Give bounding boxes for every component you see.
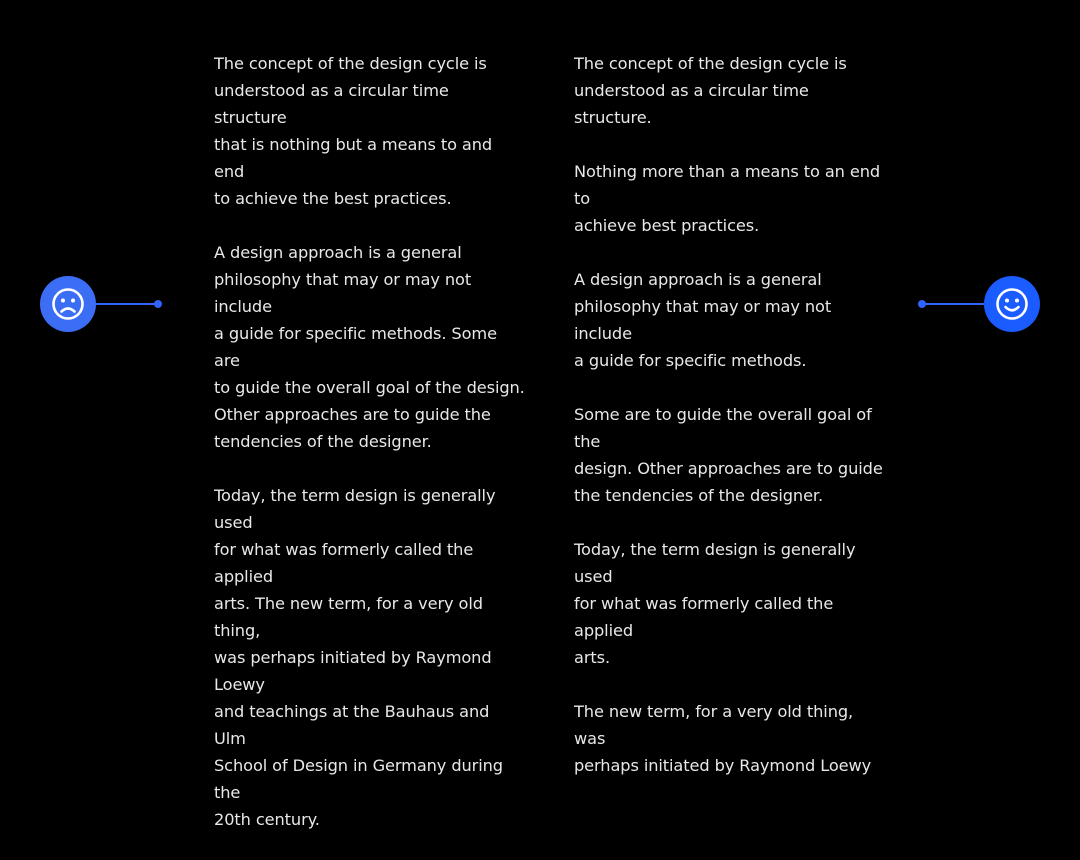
left-connector-dot (154, 300, 162, 308)
left-paragraph: Today, the term design is generally used for what was formerly called the applied arts. The new term, for a very old thing, was perhaps initiated by Raymond Loewy and teachings at the Bauhaus and Ulm School of Design in Germany during the 20th century. (214, 486, 503, 829)
right-connector-line (922, 303, 984, 305)
left-text-column (214, 50, 526, 860)
happy-face-icon (995, 287, 1029, 321)
right-paragraph: Nothing more than a means to an end to achieve best practices. (574, 162, 881, 235)
sad-face-icon (51, 287, 85, 321)
right-paragraph: The concept of the design cycle is understood as a circular time structure. (574, 54, 847, 127)
right-paragraph: A design approach is a general philosophy that may or may not include a guide for specific methods. (574, 270, 832, 370)
happy-face-marker (984, 276, 1040, 332)
right-connector-dot (918, 300, 926, 308)
left-paragraph: The concept of the design cycle is understood as a circular time structure that is nothing but a means to and end to achieve the best practices. (214, 54, 493, 208)
right-text-column (574, 50, 886, 806)
sad-face-marker (40, 276, 96, 332)
right-paragraph: Some are to guide the overall goal of the design. Other approaches are to guide the tendencies of the designer. (574, 405, 883, 505)
right-paragraph: Today, the term design is generally used for what was formerly called the applied arts. (574, 540, 856, 667)
left-connector-line (96, 303, 158, 305)
left-paragraph: A design approach is a general philosophy that may or may not include a guide for specific methods. Some are to guide the overall goal of the design. Other approaches are to guide the tendencies of the designer. (214, 243, 525, 451)
right-paragraph: The new term, for a very old thing, was perhaps initiated by Raymond Loewy (574, 702, 872, 775)
